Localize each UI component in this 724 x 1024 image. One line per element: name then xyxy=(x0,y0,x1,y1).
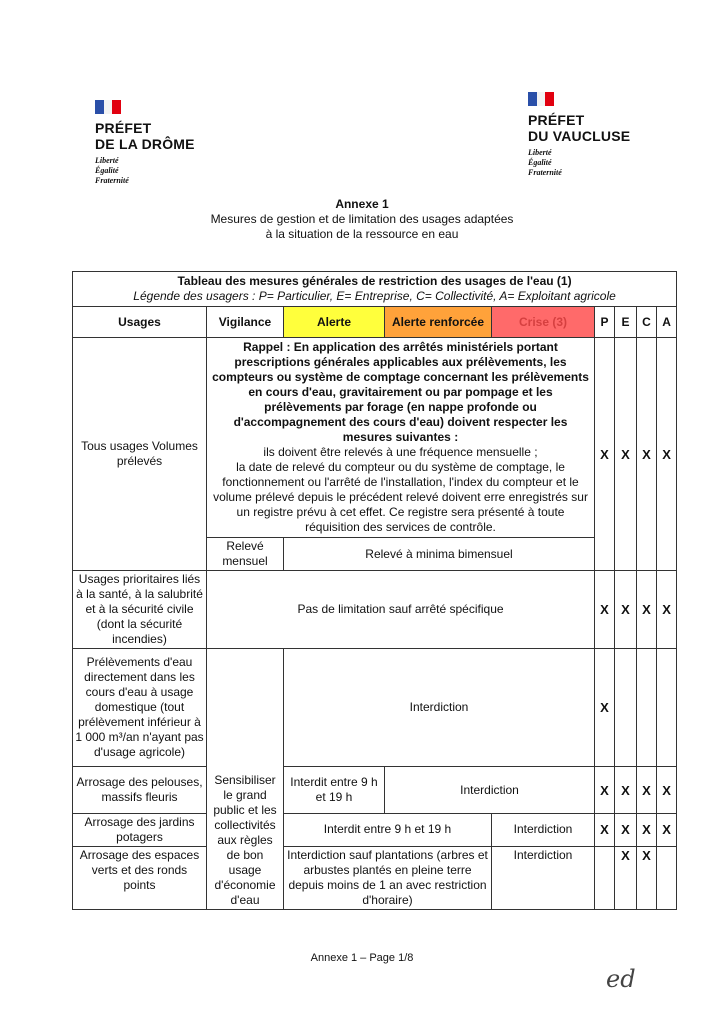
motto-fraternite: Fraternité xyxy=(95,176,129,185)
mark-a: X xyxy=(657,813,677,846)
usage-domestique: Prélèvements d'eau directement dans les cours d'eau à usage domestique (tout prélèvement inférieur à 1 000 m³/an n'ayant pas d'usage agricole) xyxy=(73,649,207,767)
rappel-bullet-1: ils doivent être relevés à une fréquence mensuelle ; xyxy=(263,445,538,459)
table-row-tous-usages xyxy=(73,338,677,538)
usage-pelouses: Arrosage des pelouses, massifs fleuris xyxy=(73,767,207,813)
mark-a: X xyxy=(657,571,677,649)
mark-a xyxy=(657,846,677,909)
mark-e: X xyxy=(615,767,637,813)
mark-a: X xyxy=(657,767,677,813)
table-title-cell xyxy=(73,272,677,307)
usage-tous-usages: Tous usages Volumes prélevés xyxy=(73,338,207,571)
mark-c: X xyxy=(637,846,657,909)
motto-egalite: Égalité xyxy=(528,158,552,167)
releve-bimensuel: Relevé à minima bimensuel xyxy=(284,538,595,571)
header-usages: Usages xyxy=(73,307,207,338)
usage-espaces-verts: Arrosage des espaces verts et des ronds points xyxy=(73,846,207,909)
rappel-cell xyxy=(207,338,595,538)
annex-subtitle-line2: à la situation de la ressource en eau xyxy=(265,227,459,241)
mark-a: X xyxy=(657,338,677,571)
rappel-bullet-2: la date de relevé du compteur ou du système de comptage, le fonctionnement ou l'arrêté de l'installation, l'index du compteur et le volume prélevé depuis le précédent relevé doivent erre enregistrés sur un registre prévu à cet effet. Ce registre sera présenté à toute réquisition des services de contrôle. xyxy=(213,460,588,534)
mark-e xyxy=(615,649,637,767)
logo-motto xyxy=(528,148,630,178)
prefet-vaucluse-logo xyxy=(528,92,630,178)
mark-a xyxy=(657,649,677,767)
header-a: A xyxy=(657,307,677,338)
vigilance-sensibiliser: Sensibiliser le grand public et les collectivités aux règles de bon usage d'économie d'eau xyxy=(207,649,284,910)
header-e: E xyxy=(615,307,637,338)
annex-subtitle-line1: Mesures de gestion et de limitation des usages adaptées xyxy=(210,212,514,226)
mark-p: X xyxy=(595,338,615,571)
alerte-potagers: Interdit entre 9 h et 19 h xyxy=(284,813,492,846)
mark-c: X xyxy=(637,767,657,813)
table-row-espaces-verts xyxy=(73,846,677,909)
mark-e: X xyxy=(615,571,637,649)
mark-p: X xyxy=(595,649,615,767)
mark-p xyxy=(595,846,615,909)
mark-c: X xyxy=(637,338,657,571)
prefet-drome-logo xyxy=(95,100,195,186)
rappel-text: Rappel : En application des arrêtés ministériels portant prescriptions générales applicables aux prélèvements, les compteurs ou système de comptage concernant les prélèvements en cours d'eau, gravitairement ou par pompage et les prélèvements par forage (en nappe profonde ou d'accompagnement des cours d'eau) doivent respecter les mesures suivantes : xyxy=(212,340,589,444)
logo-line2: DE LA DRÔME xyxy=(95,136,195,152)
table-legend: Légende des usagers : P= Particulier, E= Entreprise, C= Collectivité, A= Exploitant agricole xyxy=(133,289,616,303)
mark-e: X xyxy=(615,813,637,846)
mesure-domestique: Interdiction xyxy=(284,649,595,767)
mesure-pelouses: Interdiction xyxy=(385,767,595,813)
header-alerte-renforcee: Alerte renforcée xyxy=(385,307,492,338)
header-p: P xyxy=(595,307,615,338)
table-row-pelouses xyxy=(73,767,677,813)
mark-p: X xyxy=(595,813,615,846)
logo-motto xyxy=(95,156,195,186)
mark-p: X xyxy=(595,767,615,813)
alerte-pelouses: Interdit entre 9 h et 19 h xyxy=(284,767,385,813)
motto-egalite: Égalité xyxy=(95,166,119,175)
header-c: C xyxy=(637,307,657,338)
crise-potagers: Interdiction xyxy=(492,813,595,846)
alerte-espaces-verts: Interdiction sauf plantations (arbres et arbustes plantés en pleine terre depuis moins de 1 an avec restriction d'horaire) xyxy=(284,846,492,909)
header-vigilance: Vigilance xyxy=(207,307,284,338)
table-row-potagers xyxy=(73,813,677,846)
motto-liberte: Liberté xyxy=(95,156,119,165)
usage-prioritaires: Usages prioritaires liés à la santé, à la salubrité et à la sécurité civile (dont la sécurité incendies) xyxy=(73,571,207,649)
mesure-prioritaires: Pas de limitation sauf arrêté spécifique xyxy=(207,571,595,649)
logo-line1: PRÉFET xyxy=(528,112,585,128)
table-row-domestique xyxy=(73,649,677,767)
crise-espaces-verts: Interdiction xyxy=(492,846,595,909)
header-alerte: Alerte xyxy=(284,307,385,338)
motto-fraternite: Fraternité xyxy=(528,168,562,177)
table-header-row xyxy=(73,307,677,338)
restriction-table xyxy=(72,271,677,910)
mark-c xyxy=(637,649,657,767)
table-row-prioritaires xyxy=(73,571,677,649)
handwritten-initials: ed xyxy=(606,965,636,993)
motto-liberte: Liberté xyxy=(528,148,552,157)
annex-title: Annexe 1 xyxy=(335,197,389,211)
mark-c: X xyxy=(637,813,657,846)
mark-e: X xyxy=(615,338,637,571)
usage-potagers: Arrosage des jardins potagers xyxy=(73,813,207,846)
flag-icon xyxy=(528,92,554,106)
table-title: Tableau des mesures générales de restriction des usages de l'eau (1) xyxy=(177,274,572,288)
annex-heading xyxy=(0,197,724,242)
vigilance-releve-mensuel: Relevé mensuel xyxy=(207,538,284,571)
mark-e: X xyxy=(615,846,637,909)
logo-line1: PRÉFET xyxy=(95,120,152,136)
table-title-row xyxy=(73,272,677,307)
mark-p: X xyxy=(595,571,615,649)
header-crise: Crise (3) xyxy=(492,307,595,338)
page-footer: Annexe 1 – Page 1/8 xyxy=(310,952,414,964)
mark-c: X xyxy=(637,571,657,649)
logo-line2: DU VAUCLUSE xyxy=(528,128,631,144)
flag-icon xyxy=(95,100,121,114)
